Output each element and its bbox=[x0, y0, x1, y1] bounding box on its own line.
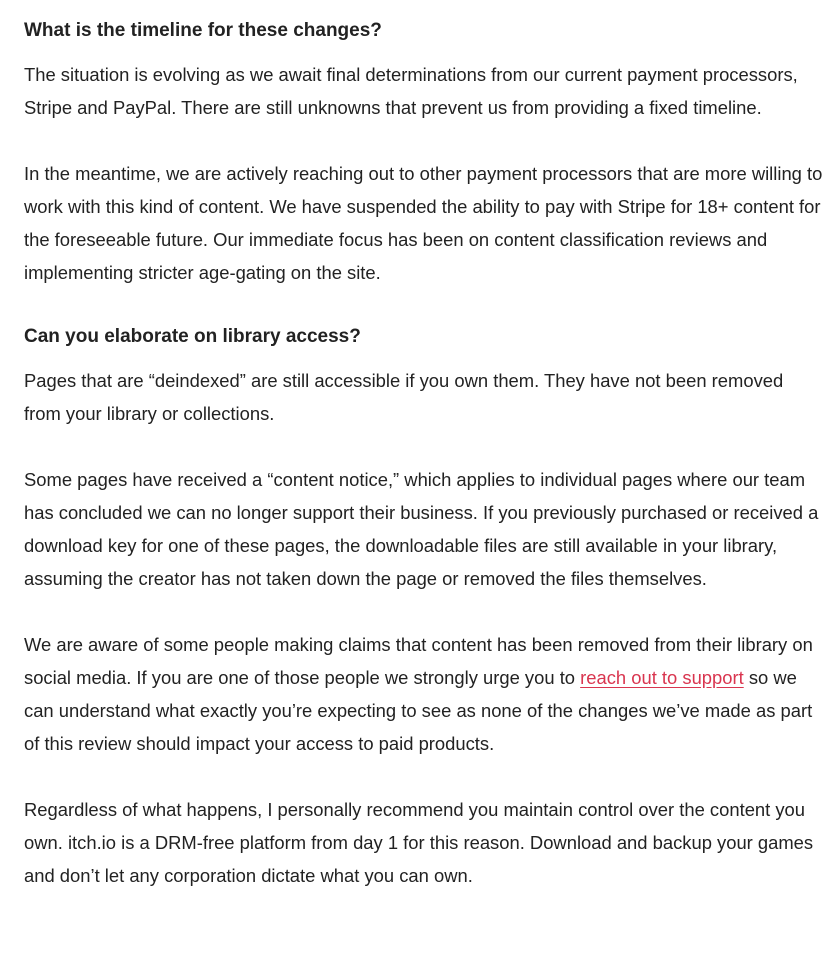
section-heading-timeline: What is the timeline for these changes? bbox=[24, 20, 382, 41]
paragraph-claims bbox=[24, 628, 824, 760]
claims-text-after: so we can understand what exactly you’re expecting to see as none of the changes we’ve made as part of this review should impact your access to paid products. bbox=[24, 667, 813, 754]
section-heading-library-access: Can you elaborate on library access? bbox=[24, 326, 361, 347]
paragraph-timeline-situation: The situation is evolving as we await final determinations from our current payment processors, Stripe and PayPal. There are still unknowns that prevent us from providing a fixed timeline. bbox=[24, 64, 798, 118]
paragraph-recommendation: Regardless of what happens, I personally recommend you maintain control over the content you own. itch.io is a DRM-free platform from day 1 for this reason. Download and backup your games and don’t let any corporation dictate what you can own. bbox=[24, 799, 814, 886]
paragraph-timeline-meantime: In the meantime, we are actively reaching out to other payment processors that are more willing to work with this kind of content. We have suspended the ability to pay with Stripe for 18+ content for the foreseeable future. Our immediate focus has been on content classification reviews and implementing stricter age-gating on the site. bbox=[24, 163, 823, 283]
paragraph-content-notice: Some pages have received a “content notice,” which applies to individual pages where our team has concluded we can no longer support their business. If you previously purchased or received a download key for one of these pages, the downloadable files are still available in your library, assuming the creator has not taken down the page or removed the files themselves. bbox=[24, 469, 819, 589]
claims-text-before: We are aware of some people making claims that content has been removed from their library on social media. If you are one of those people we strongly urge you to bbox=[24, 634, 813, 688]
paragraph-deindexed: Pages that are “deindexed” are still accessible if you own them. They have not been removed from your library or collections. bbox=[24, 370, 784, 424]
reach-out-to-support-link[interactable]: reach out to support bbox=[580, 667, 744, 688]
